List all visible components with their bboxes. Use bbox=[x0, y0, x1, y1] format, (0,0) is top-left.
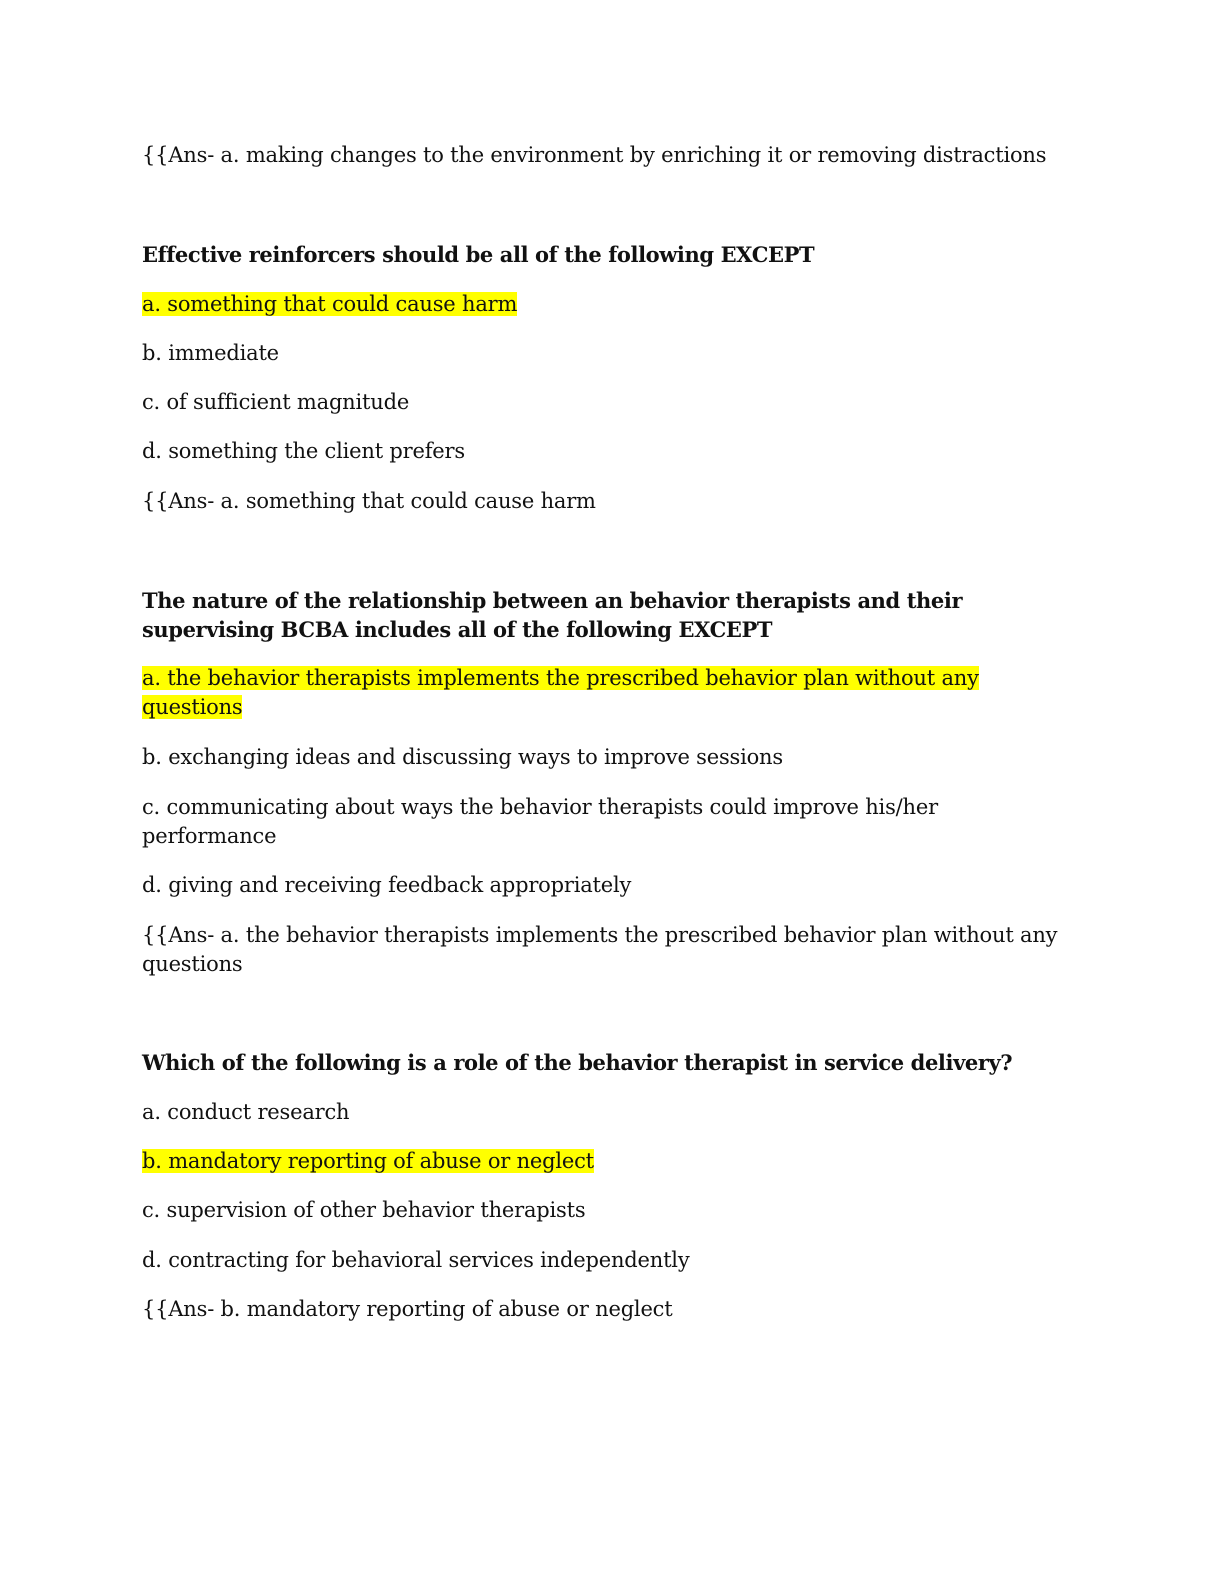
answer-line: {{Ans- a. making changes to the environment by enriching it or removing distractions bbox=[142, 143, 1047, 167]
option-line-highlighted bbox=[142, 664, 1002, 722]
option-line: a. conduct research bbox=[142, 1100, 350, 1124]
question-heading: The nature of the relationship between an behavior therapists and their supervising BCBA includes all of the following EXCEPT bbox=[142, 588, 963, 642]
option-line: d. giving and receiving feedback appropriately bbox=[142, 873, 632, 897]
option-line: d. contracting for behavioral services independently bbox=[142, 1248, 690, 1272]
option-line: c. communicating about ways the behavior therapists could improve his/her performance bbox=[142, 795, 938, 848]
answer-line: {{Ans- a. something that could cause harm bbox=[142, 489, 596, 513]
answer-highlight: a. the behavior therapists implements the prescribed behavior plan without any questions bbox=[142, 666, 979, 719]
option-line: c. supervision of other behavior therapists bbox=[142, 1198, 586, 1222]
option-line: d. something the client prefers bbox=[142, 439, 465, 463]
option-line-highlighted bbox=[142, 290, 1082, 319]
question-heading: Effective reinforcers should be all of the following EXCEPT bbox=[142, 242, 815, 267]
answer-highlight: b. mandatory reporting of abuse or neglect bbox=[142, 1149, 594, 1173]
option-line-highlighted bbox=[142, 1147, 1082, 1176]
option-line: b. immediate bbox=[142, 341, 279, 365]
question-heading: Which of the following is a role of the behavior therapist in service delivery? bbox=[142, 1050, 1013, 1075]
answer-highlight: a. something that could cause harm bbox=[142, 292, 518, 316]
answer-line: {{Ans- a. the behavior therapists implements the prescribed behavior plan without any questions bbox=[142, 923, 1058, 976]
option-line: c. of sufficient magnitude bbox=[142, 390, 410, 414]
answer-line: {{Ans- b. mandatory reporting of abuse or neglect bbox=[142, 1297, 673, 1321]
option-line: b. exchanging ideas and discussing ways to improve sessions bbox=[142, 745, 783, 769]
